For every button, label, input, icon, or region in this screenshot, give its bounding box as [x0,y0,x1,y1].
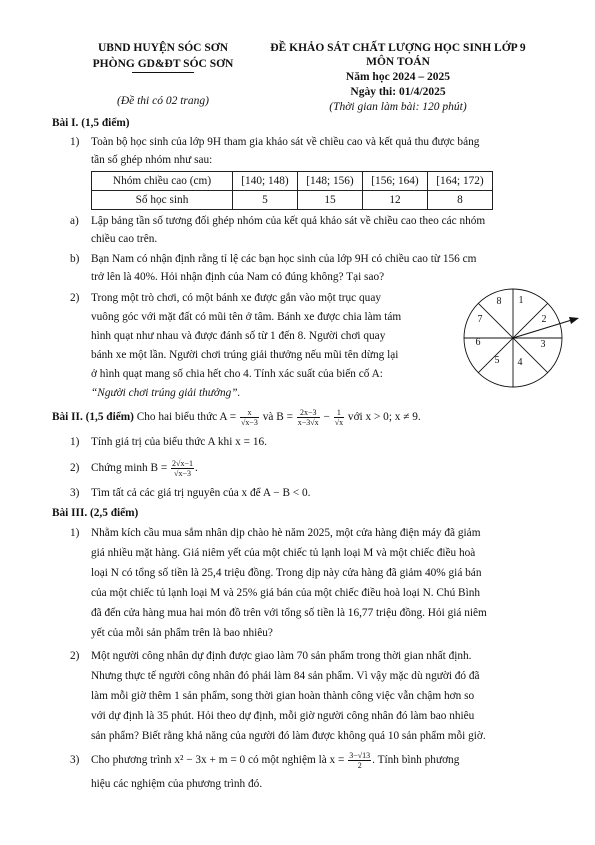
exam-date: Ngày thi: 01/4/2025 [350,86,446,98]
section-2-intro [52,408,421,427]
q2-text-line: Trong một trò chơi, có một bánh xe được gắn vào một trục quay [91,292,381,304]
wheel-number: 3 [540,339,546,350]
fraction-B-result [171,459,194,478]
conjunction-text: và B = [262,411,293,424]
q2-number: 2) [70,292,80,304]
table-row [92,191,493,210]
q1-text-line: loại N có tổng số tiền là 25,4 triệu đồng. Trong dịp này cửa hàng đã giảm 40% giá bán [91,567,482,579]
q2-text-line: hình quạt như nhau và được đánh số từ 1 đến 8. Người chơi quay [91,330,386,342]
q2-text-line: bánh xe một lần. Người chơi trúng giải thưởng nếu mũi tên dừng lại [91,349,399,361]
q3-number: 3) [70,754,80,766]
section-2-title: Bài II. (1,5 điểm) [52,411,134,424]
q2-text-line: làm mỗi giờ thêm 1 sản phẩm, song thời gian hoàn thành công việc vẫn chậm hơn so [91,690,475,702]
q2-text-line: ở hình quạt mang số chia hết cho 4. Tính xác suất của biến cố A: [91,368,383,380]
table-cell: 12 [363,191,428,210]
q1-text-line: đã đến cửa hàng mua hai món đồ trên với tổng số tiền là 16,77 triệu đồng. Hỏi giá niêm [91,607,487,619]
q1-text-line: giá nhiều mặt hàng. Giá niêm yết của một chiếc tủ lạnh loại M và một chiếc điều hoà [91,547,476,559]
q3-number: 3) [70,487,80,499]
equation-text: Cho phương trình x² − 3x + m = 0 có một nghiệm là x = [91,754,345,767]
q2-text-line: Nhưng thực tế người công nhân đó phải làm 84 sản phẩm. Vì vậy mặc dù người đó đã [91,670,480,682]
period: . [194,462,198,475]
expression-intro: Cho hai biểu thức A = [136,411,237,424]
root-fraction [348,751,371,770]
fraction-B2 [334,408,344,427]
fraction-numerator: 2√x−1 [172,459,193,468]
header-office: PHÒNG GD&ĐT SÓC SƠN [92,58,234,70]
fraction-B1 [297,408,320,427]
q1-number: 1) [70,436,80,448]
wheel-number: 6 [475,337,481,348]
minus-sign: − [323,411,330,424]
wheel-number: 4 [517,357,523,368]
condition-text: với x > 0; x ≠ 9. [347,411,421,424]
part-b-text-line: Bạn Nam có nhận định rằng tỉ lệ các bạn học sinh của lớp 9H có chiều cao từ 156 cm [91,253,477,265]
part-a-text-line: Lập bảng tần số tương đối ghép nhóm của kết quả khảo sát về chiều cao theo các nhóm [91,215,486,227]
prove-text: Chứng minh B = [91,462,168,475]
table-cell: 5 [233,191,298,210]
table-row [92,172,493,191]
q2-number: 2) [70,462,80,474]
fraction-A [240,408,259,427]
part-a-text-line: chiều cao trên. [91,233,158,245]
header-left-underline [132,72,194,73]
exam-title: ĐỀ KHẢO SÁT CHẤT LƯỢNG HỌC SINH LỚP 9 [270,42,526,54]
table-cell: Số học sinh [92,191,233,210]
wheel-number: 2 [541,314,547,325]
fraction-numerator: 2x−3 [297,408,320,418]
q1-text-line: yết của mỗi sản phẩm trên là bao nhiêu? [91,627,273,639]
fraction-denominator: √x−3 [240,418,258,427]
q1-text-line: tần số ghép nhóm như sau: [91,154,213,166]
part-a-label: a) [70,215,79,227]
school-year: Năm học 2024 – 2025 [345,71,451,83]
header-department: UBND HUYỆN SÓC SƠN [97,42,229,54]
q2-text-line: Một người công nhân dự định được giao làm 70 sản phẩm trong thời gian nhất định. [91,650,472,662]
q1-text-line: Tính giá trị của biểu thức A khi x = 16. [91,436,267,448]
time-allowed: (Thời gian làm bài: 120 phút) [329,101,467,113]
fraction-numerator: 3−√13 [349,751,371,760]
wheel-number: 7 [477,314,483,325]
fraction-denominator: √x−3 [174,469,191,478]
spinner-wheel-figure [455,287,587,389]
page-count-note: (Đề thi có 02 trang) [117,95,209,107]
fraction-denominator: 2 [357,761,362,770]
fraction-denominator: x−3√x [297,418,319,427]
q2-text-line: “Người chơi trúng giải thưởng”. [91,387,241,399]
q2-text-line [91,459,198,478]
wheel-number: 8 [496,296,502,307]
section-3-title: Bài III. (2,5 điểm) [52,507,139,519]
table-cell: 15 [298,191,363,210]
subject-title: MÔN TOÁN [366,56,430,68]
part-b-text-line: trở lên là 40%. Hỏi nhận định của Nam có đúng không? Tại sao? [91,271,385,283]
q1-text-line: của một chiếc tủ lạnh loại M và 25% giá bán của một chiếc điều hoà loại N. Chú Bình [91,587,481,599]
table-cell: [140; 148) [233,172,298,191]
fraction-numerator: x [240,408,259,418]
q2-text-line: sản phẩm? Biết rằng khả năng của người đó làm được không quá 10 sản phẩm mỗi giờ. [91,730,486,742]
table-cell: [164; 172) [428,172,493,191]
q2-number: 2) [70,650,80,662]
section-1-title: Bài I. (1,5 điểm) [52,117,130,129]
table-cell: [156; 164) [363,172,428,191]
q3-text-line: hiệu các nghiệm của phương trình đó. [91,778,263,790]
fraction-denominator: √x [334,418,344,427]
q2-text-line: với dự định là 35 phút. Hỏi theo dự định, mỗi giờ người công nhân đó làm bao nhiêu [91,710,475,722]
arrow-head-icon [569,317,579,324]
frequency-table [91,171,493,210]
q1-text-line: Toàn bộ học sinh của lớp 9H tham gia khảo sát về chiều cao và kết quả thu được bảng [91,136,480,148]
q1-text-line: Nhằm kích cầu mua sắm nhân dịp chào hè năm 2025, một cửa hàng điện máy đã giảm [91,527,481,539]
part-b-label: b) [70,253,80,265]
q3-text-line: Tìm tất cả các giá trị nguyên của x để A − B < 0. [91,487,311,499]
table-cell: [148; 156) [298,172,363,191]
q2-text-line: vuông góc với mặt đất có mũi tên ở tâm. Bánh xe được chia làm tám [91,311,402,323]
fraction-numerator: 1 [334,408,344,418]
q3-text-line [91,751,459,770]
equation-tail: . Tính bình phương [372,754,460,767]
wheel-number: 5 [494,355,500,366]
table-cell: Nhóm chiều cao (cm) [92,172,233,191]
table-cell: 8 [428,191,493,210]
q1-number: 1) [70,527,80,539]
q1-number: 1) [70,136,80,148]
wheel-number: 1 [518,295,524,306]
